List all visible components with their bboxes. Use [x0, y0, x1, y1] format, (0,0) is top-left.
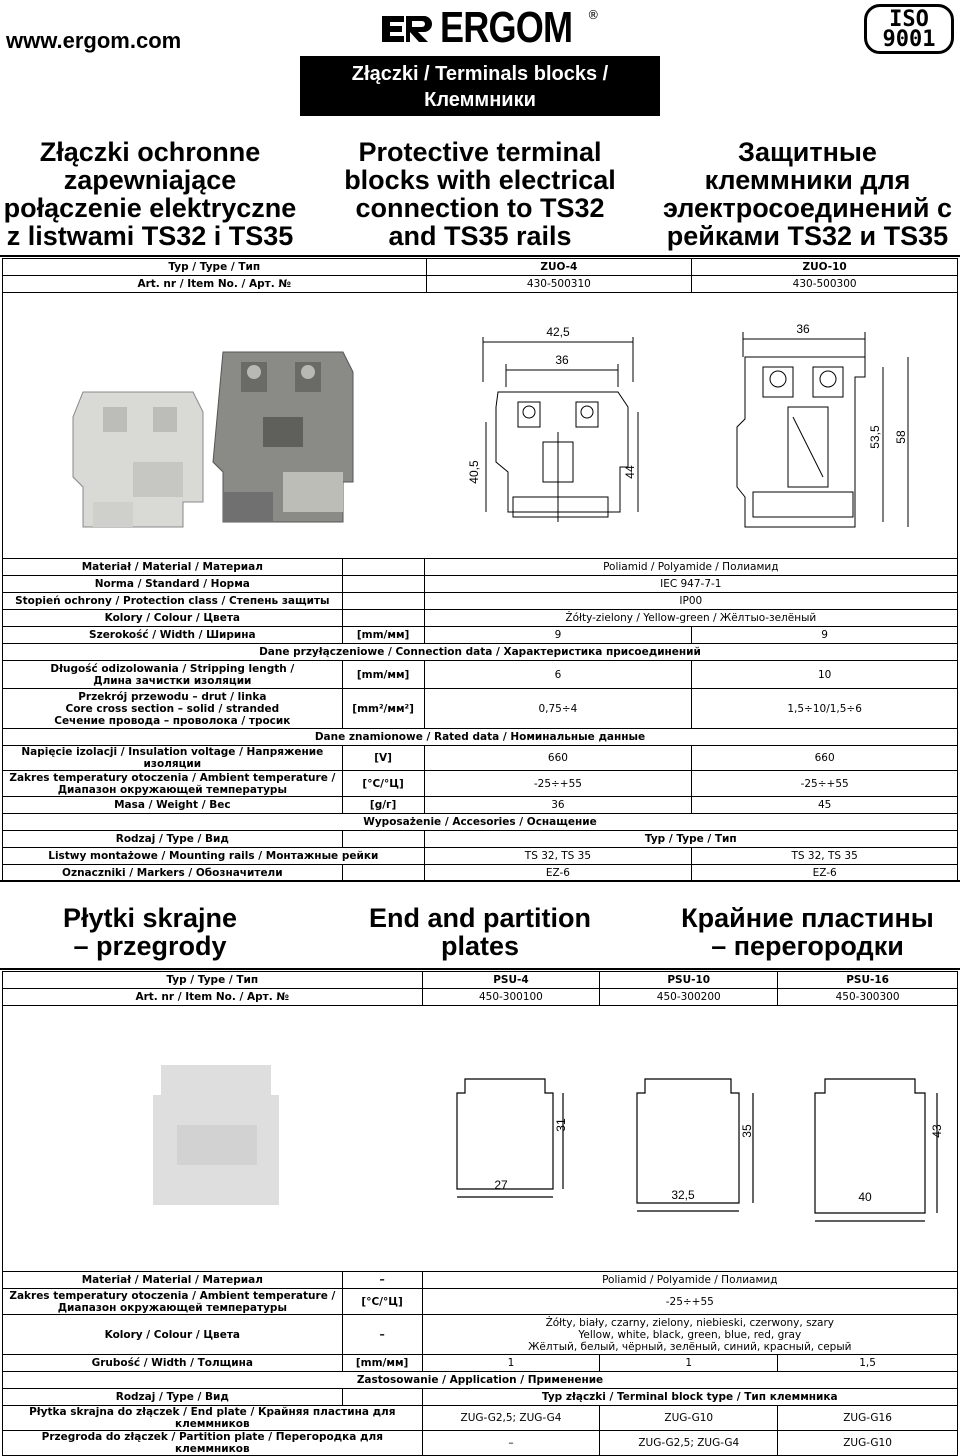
section1-image-panel: [2, 292, 958, 558]
section2-title-ru: [655, 904, 960, 960]
colour-line: Жёлтый, белый, чёрный, зелёный, синий, красный, серый: [528, 1340, 852, 1353]
psu-4-outline: [457, 1079, 553, 1189]
cross-label-line: Сечение провода – проволока / тросик: [54, 714, 291, 727]
weight-zuo-4: 36: [424, 797, 692, 814]
protection-label: Stopień ochrony / Protection class / Степень защиты: [3, 593, 343, 610]
title-line: connection to TS32: [355, 193, 605, 223]
title-line: Płytki skrajne: [62, 903, 238, 933]
terminal-block-dark: [213, 352, 353, 522]
width-label: Szerokość / Width / Ширина: [3, 627, 343, 644]
colour-label: Kolory / Colour / Цвета: [3, 1315, 343, 1355]
protection-value: IP00: [424, 593, 957, 610]
section2-title-pl: [0, 904, 300, 960]
title-line: and TS35 rails: [388, 221, 572, 251]
iso-line-1: ISO: [889, 7, 929, 32]
rails-label: Listwy montażowe / Mounting rails / Монтажные рейки: [3, 848, 425, 865]
part-psu-10: ZUG-G2,5; ZUG-G4: [600, 1431, 778, 1456]
cross-label-line: Core cross section – solid / stranded: [65, 702, 280, 715]
dim-40-5: 40,5: [467, 460, 481, 484]
ergom-logo: [378, 3, 600, 52]
markers-zuo-10: EZ-6: [692, 865, 958, 882]
temp-label-line: Диапазон окружающей температуры: [57, 783, 287, 796]
type-label: Typ / Type / Тип: [3, 972, 423, 989]
section2-top-rule: [0, 968, 960, 970]
colour-line: Yellow, white, black, green, blue, red, gray: [578, 1328, 802, 1341]
material-value: Poliamid / Polyamide / Полиамид: [424, 559, 957, 576]
title-line: Крайние пластины: [681, 903, 934, 933]
strip-zuo-10: 10: [692, 661, 958, 689]
connection-header: Dane przyłączeniowe / Connection data / Характеристика присоединений: [3, 644, 958, 661]
title-line: Защитные: [738, 137, 877, 167]
item-label: Art. nr / Item No. / Арт. №: [3, 276, 427, 293]
kind-value: Typ / Type / Тип: [424, 831, 957, 848]
rails-zuo-4: TS 32, TS 35: [424, 848, 692, 865]
dim-44: 44: [623, 465, 637, 479]
plate-drawings: [453, 1065, 953, 1265]
section1-specs-table: [2, 558, 958, 882]
title-line: – перегородки: [711, 931, 904, 961]
terminal-blocks-photo: [63, 322, 373, 532]
width-psu-10: 1: [600, 1355, 778, 1372]
iso-badge: [864, 4, 954, 54]
rated-header: Dane znamionowe / Rated data / Номинальные данные: [3, 729, 958, 746]
part-psu-16: ZUG-G10: [778, 1431, 958, 1456]
material-value: Poliamid / Polyamide / Полиамид: [422, 1272, 957, 1289]
dim-36-b: 36: [796, 322, 810, 336]
section1-title-ru: [655, 138, 960, 250]
section2-type-table: [2, 971, 958, 1006]
section1-title-en: [320, 138, 640, 250]
voltage-zuo-4: 660: [424, 746, 692, 771]
temp-unit: [°C/°Ц]: [342, 1289, 422, 1315]
strip-label-line: Длина зачистки изоляции: [93, 674, 252, 687]
voltage-unit: [V]: [342, 746, 424, 771]
temp-zuo-4: -25÷+55: [424, 771, 692, 797]
accessories-header: Wyposażenie / Accesories / Оснащение: [3, 814, 958, 831]
zuo-10-drawing: [733, 317, 933, 547]
section2-image-panel: [2, 1005, 958, 1271]
section-divider: [0, 880, 960, 882]
width-psu-4: 1: [422, 1355, 600, 1372]
material-unit: –: [342, 1272, 422, 1289]
markers-zuo-4: EZ-6: [424, 865, 692, 882]
type-psu-4: PSU-4: [422, 972, 600, 989]
kind-label: Rodzaj / Type / Вид: [3, 831, 343, 848]
dim-53-5: 53,5: [868, 425, 882, 449]
voltage-zuo-10: 660: [692, 746, 958, 771]
item-zuo-10: 430-500300: [692, 276, 958, 293]
partition-label: Przegroda do złączek / Partition plate / Перегородка для клеммников: [3, 1431, 423, 1456]
title-line: połączenie elektryczne: [3, 193, 297, 223]
title-line: клеммники для: [704, 165, 911, 195]
registered-mark: ®: [587, 8, 600, 22]
strip-zuo-4: 6: [424, 661, 692, 689]
markers-label: Oznaczniki / Markers / Обозначители: [3, 865, 343, 882]
title-line: электросоединений с: [662, 193, 953, 223]
end-psu-4: ZUG-G2,5; ZUG-G4: [422, 1406, 600, 1431]
type-label: Typ / Type / Тип: [3, 259, 427, 276]
psu-10-outline: [637, 1079, 739, 1203]
temp-label-line: Zakres temperatury otoczenia / Ambient temperature /: [9, 771, 336, 784]
colour-label: Kolory / Colour / Цвета: [3, 610, 343, 627]
application-header: Zastosowanie / Application / Применение: [3, 1372, 958, 1389]
psu-10-width: 32,5: [671, 1188, 695, 1202]
zuo-4-drawing: [458, 322, 658, 552]
brand-name: ERGOM: [440, 3, 573, 52]
item-label: Art. nr / Item No. / Арт. №: [3, 989, 423, 1006]
psu-16-height: 43: [930, 1124, 944, 1138]
title-line: z listwami TS32 i TS35: [6, 221, 294, 251]
width-zuo-10: 9: [692, 627, 958, 644]
website-url[interactable]: www.ergom.com: [6, 28, 182, 53]
strip-unit: [mm/мм]: [342, 661, 424, 689]
weight-label: Masa / Weight / Вес: [3, 797, 343, 814]
width-unit: [mm/мм]: [342, 627, 424, 644]
psu-4-width: 27: [494, 1178, 508, 1192]
title-line: рейками TS32 и TS35: [666, 221, 949, 251]
colour-value: [422, 1315, 957, 1355]
width-psu-16: 1,5: [778, 1355, 958, 1372]
end-plate-photo: [151, 1065, 281, 1205]
temp-label-line: Диапазон окружающей температуры: [57, 1301, 287, 1314]
weight-unit: [g/г]: [342, 797, 424, 814]
end-psu-16: ZUG-G16: [778, 1406, 958, 1431]
title-line: blocks with electrical: [344, 165, 616, 195]
psu-4-height: 31: [554, 1118, 568, 1132]
section1-type-table: [2, 258, 958, 293]
temp-label: [3, 771, 343, 797]
strip-label-line: Długość odizolowania / Stripping length /: [50, 662, 295, 675]
title-line: End and partition: [369, 903, 591, 933]
width-label: Grubość / Width / Толщина: [3, 1355, 343, 1372]
temp-label-line: Zakres temperatury otoczenia / Ambient temperature /: [9, 1289, 336, 1302]
norm-value: IEC 947-7-1: [424, 576, 957, 593]
type-zuo-10: ZUO-10: [692, 259, 958, 276]
dim-36: 36: [555, 353, 569, 367]
temp-value: -25÷+55: [422, 1289, 957, 1315]
width-zuo-4: 9: [424, 627, 692, 644]
end-psu-10: ZUG-G10: [600, 1406, 778, 1431]
title-line: Złączki ochronne: [39, 137, 261, 167]
rails-zuo-10: TS 32, TS 35: [692, 848, 958, 865]
temp-unit: [°C/°Ц]: [342, 771, 424, 797]
dim-58: 58: [894, 430, 908, 444]
cross-unit: [mm²/мм²]: [342, 689, 424, 729]
cross-label-line: Przekrój przewodu – drut / linka: [78, 690, 267, 703]
width-unit: [mm/мм]: [342, 1355, 422, 1372]
section2-specs-table: [2, 1271, 958, 1456]
terminal-block-light: [73, 392, 203, 527]
type-zuo-4: ZUO-4: [426, 259, 692, 276]
dim-42-5: 42,5: [546, 325, 570, 339]
material-label: Materiał / Material / Материал: [3, 559, 343, 576]
temp-zuo-10: -25÷+55: [692, 771, 958, 797]
item-zuo-4: 430-500310: [426, 276, 692, 293]
section1-title-pl: [0, 138, 300, 250]
end-plate-label: Płytka skrajna do złączek / End plate / Крайняя пластина для клеммников: [3, 1406, 423, 1431]
item-psu-4: 450-300100: [422, 989, 600, 1006]
banner-line-2: Клеммники: [424, 89, 536, 111]
cross-zuo-10: 1,5÷10/1,5÷6: [692, 689, 958, 729]
cross-label: [3, 689, 343, 729]
strip-label: [3, 661, 343, 689]
title-line: Protective terminal: [358, 137, 602, 167]
voltage-label: Napięcie izolacji / Insulation voltage / Напряжение изоляции: [3, 746, 343, 771]
type-psu-16: PSU-16: [778, 972, 958, 989]
psu-16-width: 40: [858, 1190, 872, 1204]
kind-value: Typ złączki / Terminal block type / Тип клеммника: [422, 1389, 957, 1406]
iso-line-2: 9001: [882, 27, 936, 52]
norm-label: Norma / Standard / Норма: [3, 576, 343, 593]
type-psu-10: PSU-10: [600, 972, 778, 989]
section2-title-en: [320, 904, 640, 960]
temp-label: [3, 1289, 343, 1315]
colour-unit: –: [342, 1315, 422, 1355]
psu-10-height: 35: [740, 1124, 754, 1138]
kind-label: Rodzaj / Type / Вид: [3, 1389, 343, 1406]
title-line: zapewniające: [63, 165, 237, 195]
section1-top-rule: [0, 255, 960, 257]
item-psu-16: 450-300300: [778, 989, 958, 1006]
part-psu-4: –: [422, 1431, 600, 1456]
material-label: Materiał / Material / Материал: [3, 1272, 343, 1289]
colour-line: Żółty, biały, czarny, zielony, niebieski, czerwony, szary: [545, 1316, 835, 1329]
ergom-emblem-icon: [378, 8, 434, 48]
title-line: plates: [440, 931, 520, 961]
banner-line-1: Złączki / Terminals blocks /: [351, 63, 609, 85]
weight-zuo-10: 45: [692, 797, 958, 814]
category-banner: [300, 56, 660, 116]
colour-value: Żółty-zielony / Yellow-green / Жёлтыо-зелёный: [424, 610, 957, 627]
title-line: – przegrody: [73, 931, 227, 961]
item-psu-10: 450-300200: [600, 989, 778, 1006]
cross-zuo-4: 0,75÷4: [424, 689, 692, 729]
